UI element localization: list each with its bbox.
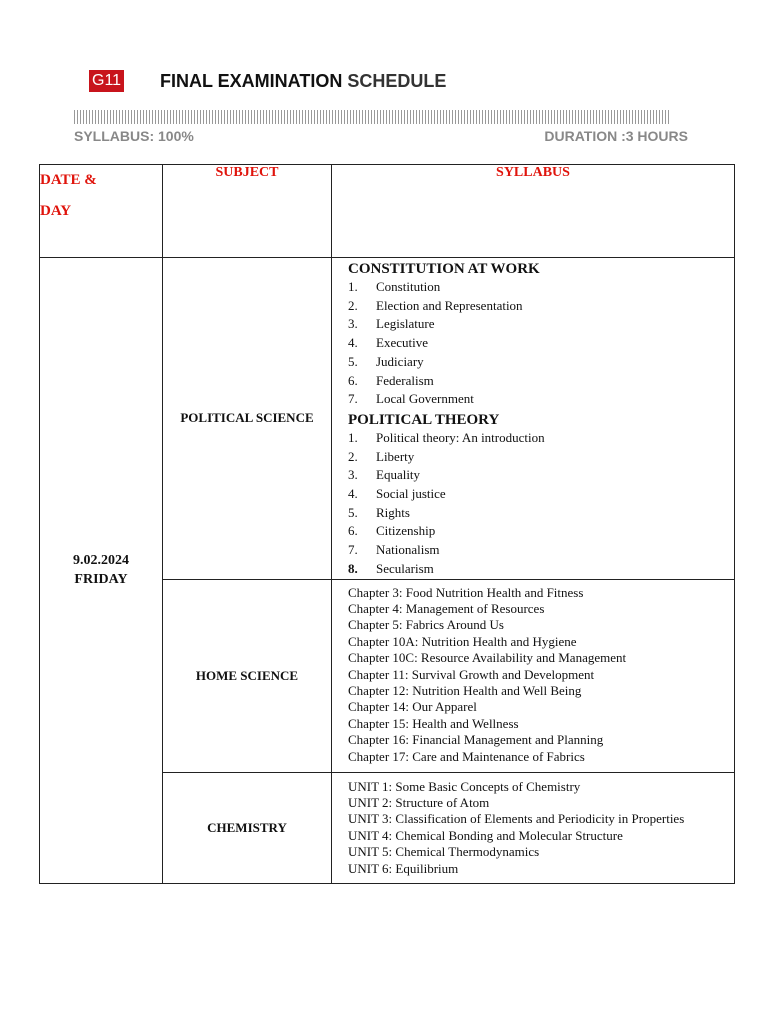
list-item: 2. Liberty (348, 448, 415, 464)
list-item: 8. Secularism (348, 560, 434, 576)
date-header-line1: DATE & (40, 172, 97, 188)
syllabus-label: SYLLABUS: 100% (74, 128, 194, 144)
column-header-subject: SUBJECT (163, 165, 332, 258)
list-item: 7. Nationalism (348, 542, 440, 558)
list-item: 5. Judiciary (348, 353, 424, 369)
subject-political-science: POLITICAL SCIENCE (163, 258, 332, 580)
list-item: 4. Executive (348, 335, 428, 351)
subject-home-science: HOME SCIENCE (163, 579, 332, 772)
chapter-list (348, 580, 730, 765)
list-item: 1. Political theory: An introduction (348, 429, 545, 445)
list-item: Chapter 10C: Resource Availability and Management (348, 650, 627, 666)
list-item: 7. Local Government (348, 391, 474, 407)
list-item: Chapter 3: Food Nutrition Health and Fitness (348, 584, 584, 600)
list-item: Chapter 14: Our Apparel (348, 699, 477, 715)
list-item: Chapter 12: Nutrition Health and Well Being (348, 682, 582, 698)
list-item: UNIT 6: Equilibrium (348, 860, 459, 876)
date-cell (40, 258, 163, 884)
list-item: Chapter 4: Management of Resources (348, 600, 545, 616)
subject-chemistry: CHEMISTRY (163, 772, 332, 883)
syllabus-political-science (332, 258, 735, 580)
list-item: UNIT 5: Chemical Thermodynamics (348, 844, 540, 860)
unit-list (348, 773, 730, 877)
syllabus-home-science (332, 579, 735, 772)
section-list (348, 429, 730, 579)
list-item: Chapter 5: Fabrics Around Us (348, 617, 504, 633)
list-item: 6. Federalism (348, 372, 434, 388)
list-item: Chapter 17: Care and Maintenance of Fabrics (348, 748, 585, 764)
section-list (348, 278, 730, 409)
list-item: UNIT 2: Structure of Atom (348, 794, 490, 810)
list-item: 1. Constitution (348, 279, 441, 294)
table-header-row (40, 165, 735, 258)
duration-label: DURATION :3 HOURS (544, 128, 688, 144)
table-row (40, 258, 735, 580)
exam-date: 9.02.2024 (73, 553, 129, 569)
title-bold: FINAL EXAMINATION (160, 71, 343, 91)
column-header-date (40, 165, 163, 258)
date-header-line2: DAY (40, 203, 72, 219)
exam-schedule-table (39, 164, 735, 884)
decorative-barcode (74, 110, 669, 124)
list-item: Chapter 10A: Nutrition Health and Hygiene (348, 633, 577, 649)
title-rest: SCHEDULE (342, 71, 447, 91)
list-item: 6. Citizenship (348, 523, 436, 539)
list-item: Chapter 15: Health and Wellness (348, 715, 519, 731)
list-item: UNIT 3: Classification of Elements and Periodicity in Properties (348, 811, 685, 827)
column-header-syllabus: SYLLABUS (332, 165, 735, 258)
list-item: UNIT 4: Chemical Bonding and Molecular Structure (348, 827, 623, 843)
list-item: Chapter 11: Survival Growth and Development (348, 666, 595, 682)
list-item: 5. Rights (348, 504, 410, 520)
list-item: 4. Social justice (348, 486, 446, 502)
section-title: CONSTITUTION AT WORK (348, 261, 540, 277)
syllabus-chemistry (332, 772, 735, 883)
list-item: 3. Equality (348, 467, 421, 483)
list-item: UNIT 1: Some Basic Concepts of Chemistry (348, 778, 581, 794)
document-header (0, 0, 768, 160)
section-title: POLITICAL THEORY (348, 411, 500, 428)
list-item: 2. Election and Representation (348, 297, 523, 313)
exam-day: FRIDAY (74, 572, 128, 588)
page-title (160, 70, 446, 92)
list-item: 3. Legislature (348, 316, 435, 332)
grade-badge: G11 (89, 70, 124, 92)
list-item: Chapter 16: Financial Management and Planning (348, 732, 604, 748)
